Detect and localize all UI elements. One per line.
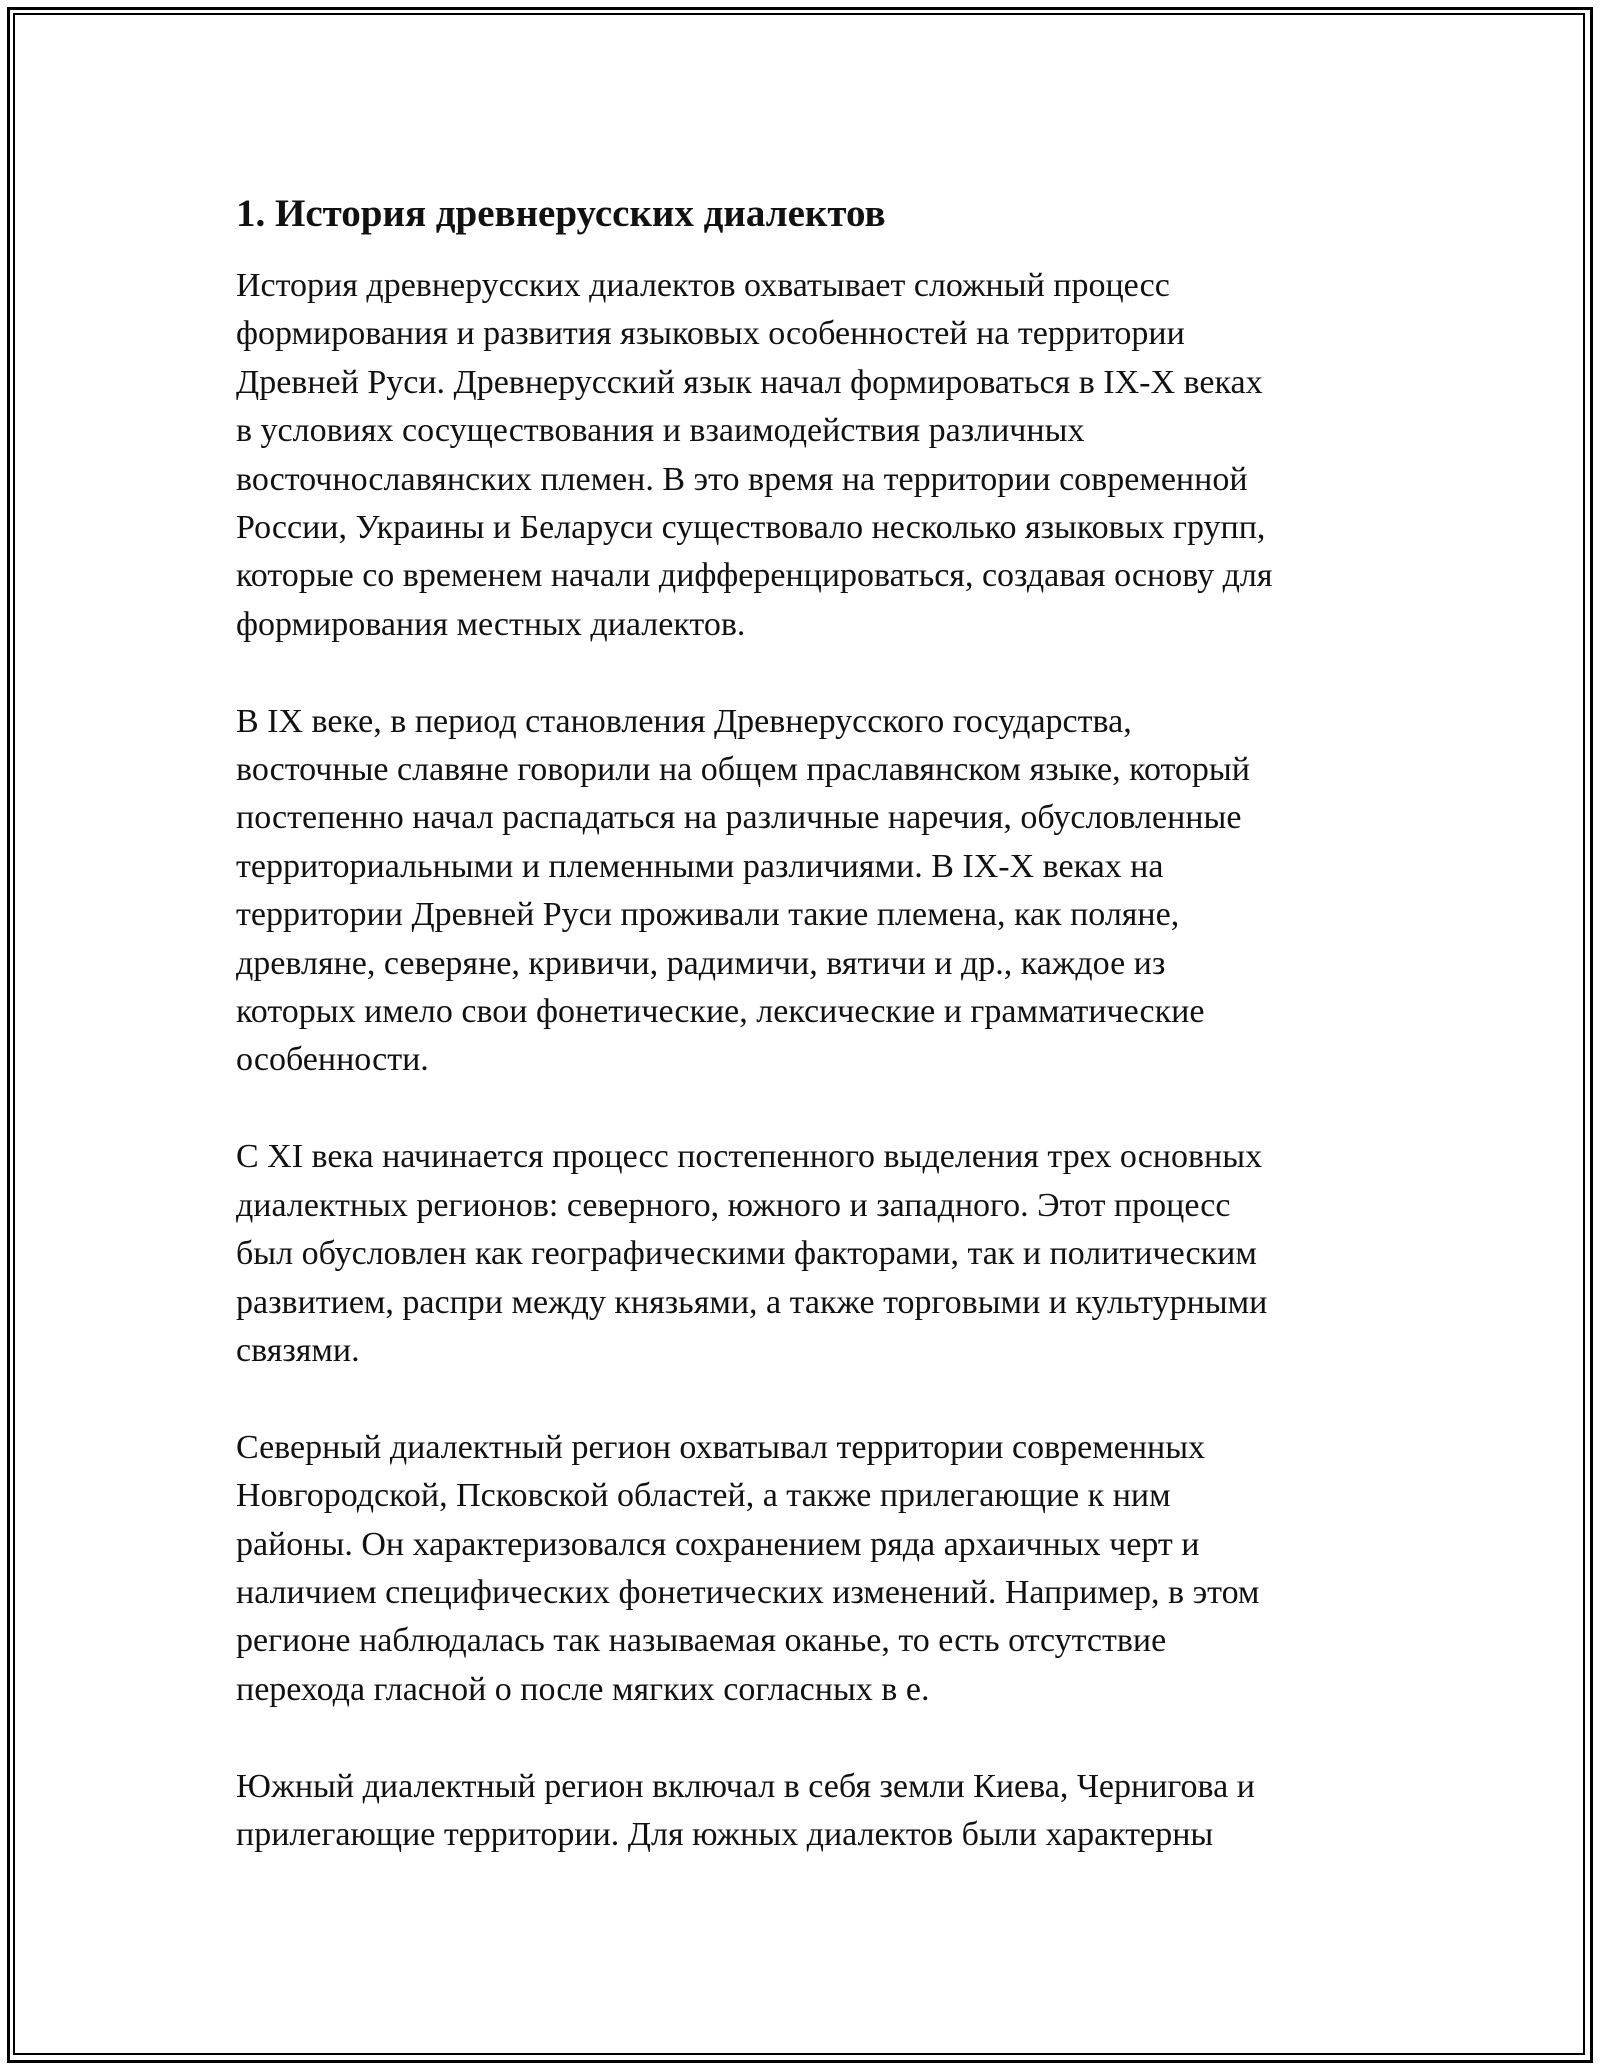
text-line: развитием, распри между князьями, а также торговыми и культурными (236, 1283, 1268, 1321)
text-line: России, Украины и Беларуси существовало несколько языковых групп, (236, 509, 1266, 547)
paragraph-4 (236, 1424, 1376, 1714)
text-line: связями. (236, 1331, 360, 1369)
document-page (236, 188, 1376, 1908)
text-line: Северный диалектный регион охватывал территории современных (236, 1428, 1206, 1466)
section-heading: 1. История древнерусских диалектов (236, 192, 886, 235)
text-line: древляне, северяне, кривичи, радимичи, вятичи и др., каждое из (236, 944, 1166, 982)
text-line: особенности. (236, 1041, 429, 1079)
text-line: Южный диалектный регион включал в себя земли Киева, Чернигова и (236, 1767, 1255, 1805)
text-line: наличием специфических фонетических изменений. Например, в этом (236, 1573, 1260, 1611)
text-line: прилегающие территории. Для южных диалектов были характерны (236, 1815, 1214, 1853)
text-line: В IX веке, в период становления Древнерусского государства, (236, 702, 1132, 740)
text-line: территории Древней Руси проживали такие племена, как поляне, (236, 896, 1180, 934)
text-line: перехода гласной о после мягких согласных в е. (236, 1670, 930, 1708)
text-line: формирования местных диалектов. (236, 605, 746, 643)
text-line: которых имело свои фонетические, лексические и грамматические (236, 993, 1205, 1031)
paragraph-1 (236, 262, 1376, 649)
paragraph-2 (236, 698, 1376, 1085)
paragraph-5 (236, 1763, 1376, 1860)
text-line: восточные славяне говорили на общем праславянском языке, который (236, 751, 1250, 789)
text-line: территориальными и племенными различиями. В IX-X веках на (236, 847, 1164, 885)
text-line: диалектных регионов: северного, южного и западного. Этот процесс (236, 1186, 1231, 1224)
text-line: был обусловлен как географическими факторами, так и политическим (236, 1235, 1257, 1273)
text-line: постепенно начал распадаться на различные наречия, обусловленные (236, 799, 1242, 837)
text-line: восточнославянских племен. В это время на территории современной (236, 460, 1248, 498)
text-line: С XI века начинается процесс постепенного выделения трех основных (236, 1138, 1263, 1176)
text-line: регионе наблюдалась так называемая оканье, то есть отсутствие (236, 1622, 1167, 1660)
text-line: Новгородской, Псковской областей, а также прилегающие к ним (236, 1477, 1171, 1515)
text-line: Древней Руси. Древнерусский язык начал формироваться в IX-X веках (236, 363, 1263, 401)
paragraph-3 (236, 1133, 1376, 1375)
text-line: формирования и развития языковых особенностей на территории (236, 315, 1185, 353)
text-line: районы. Он характеризовался сохранением ряда архаичных черт и (236, 1525, 1200, 1563)
text-line: которые со временем начали дифференцироваться, создавая основу для (236, 557, 1273, 595)
text-line: в условиях сосуществования и взаимодействия различных (236, 412, 1085, 450)
text-line: История древнерусских диалектов охватывает сложный процесс (236, 267, 1170, 304)
